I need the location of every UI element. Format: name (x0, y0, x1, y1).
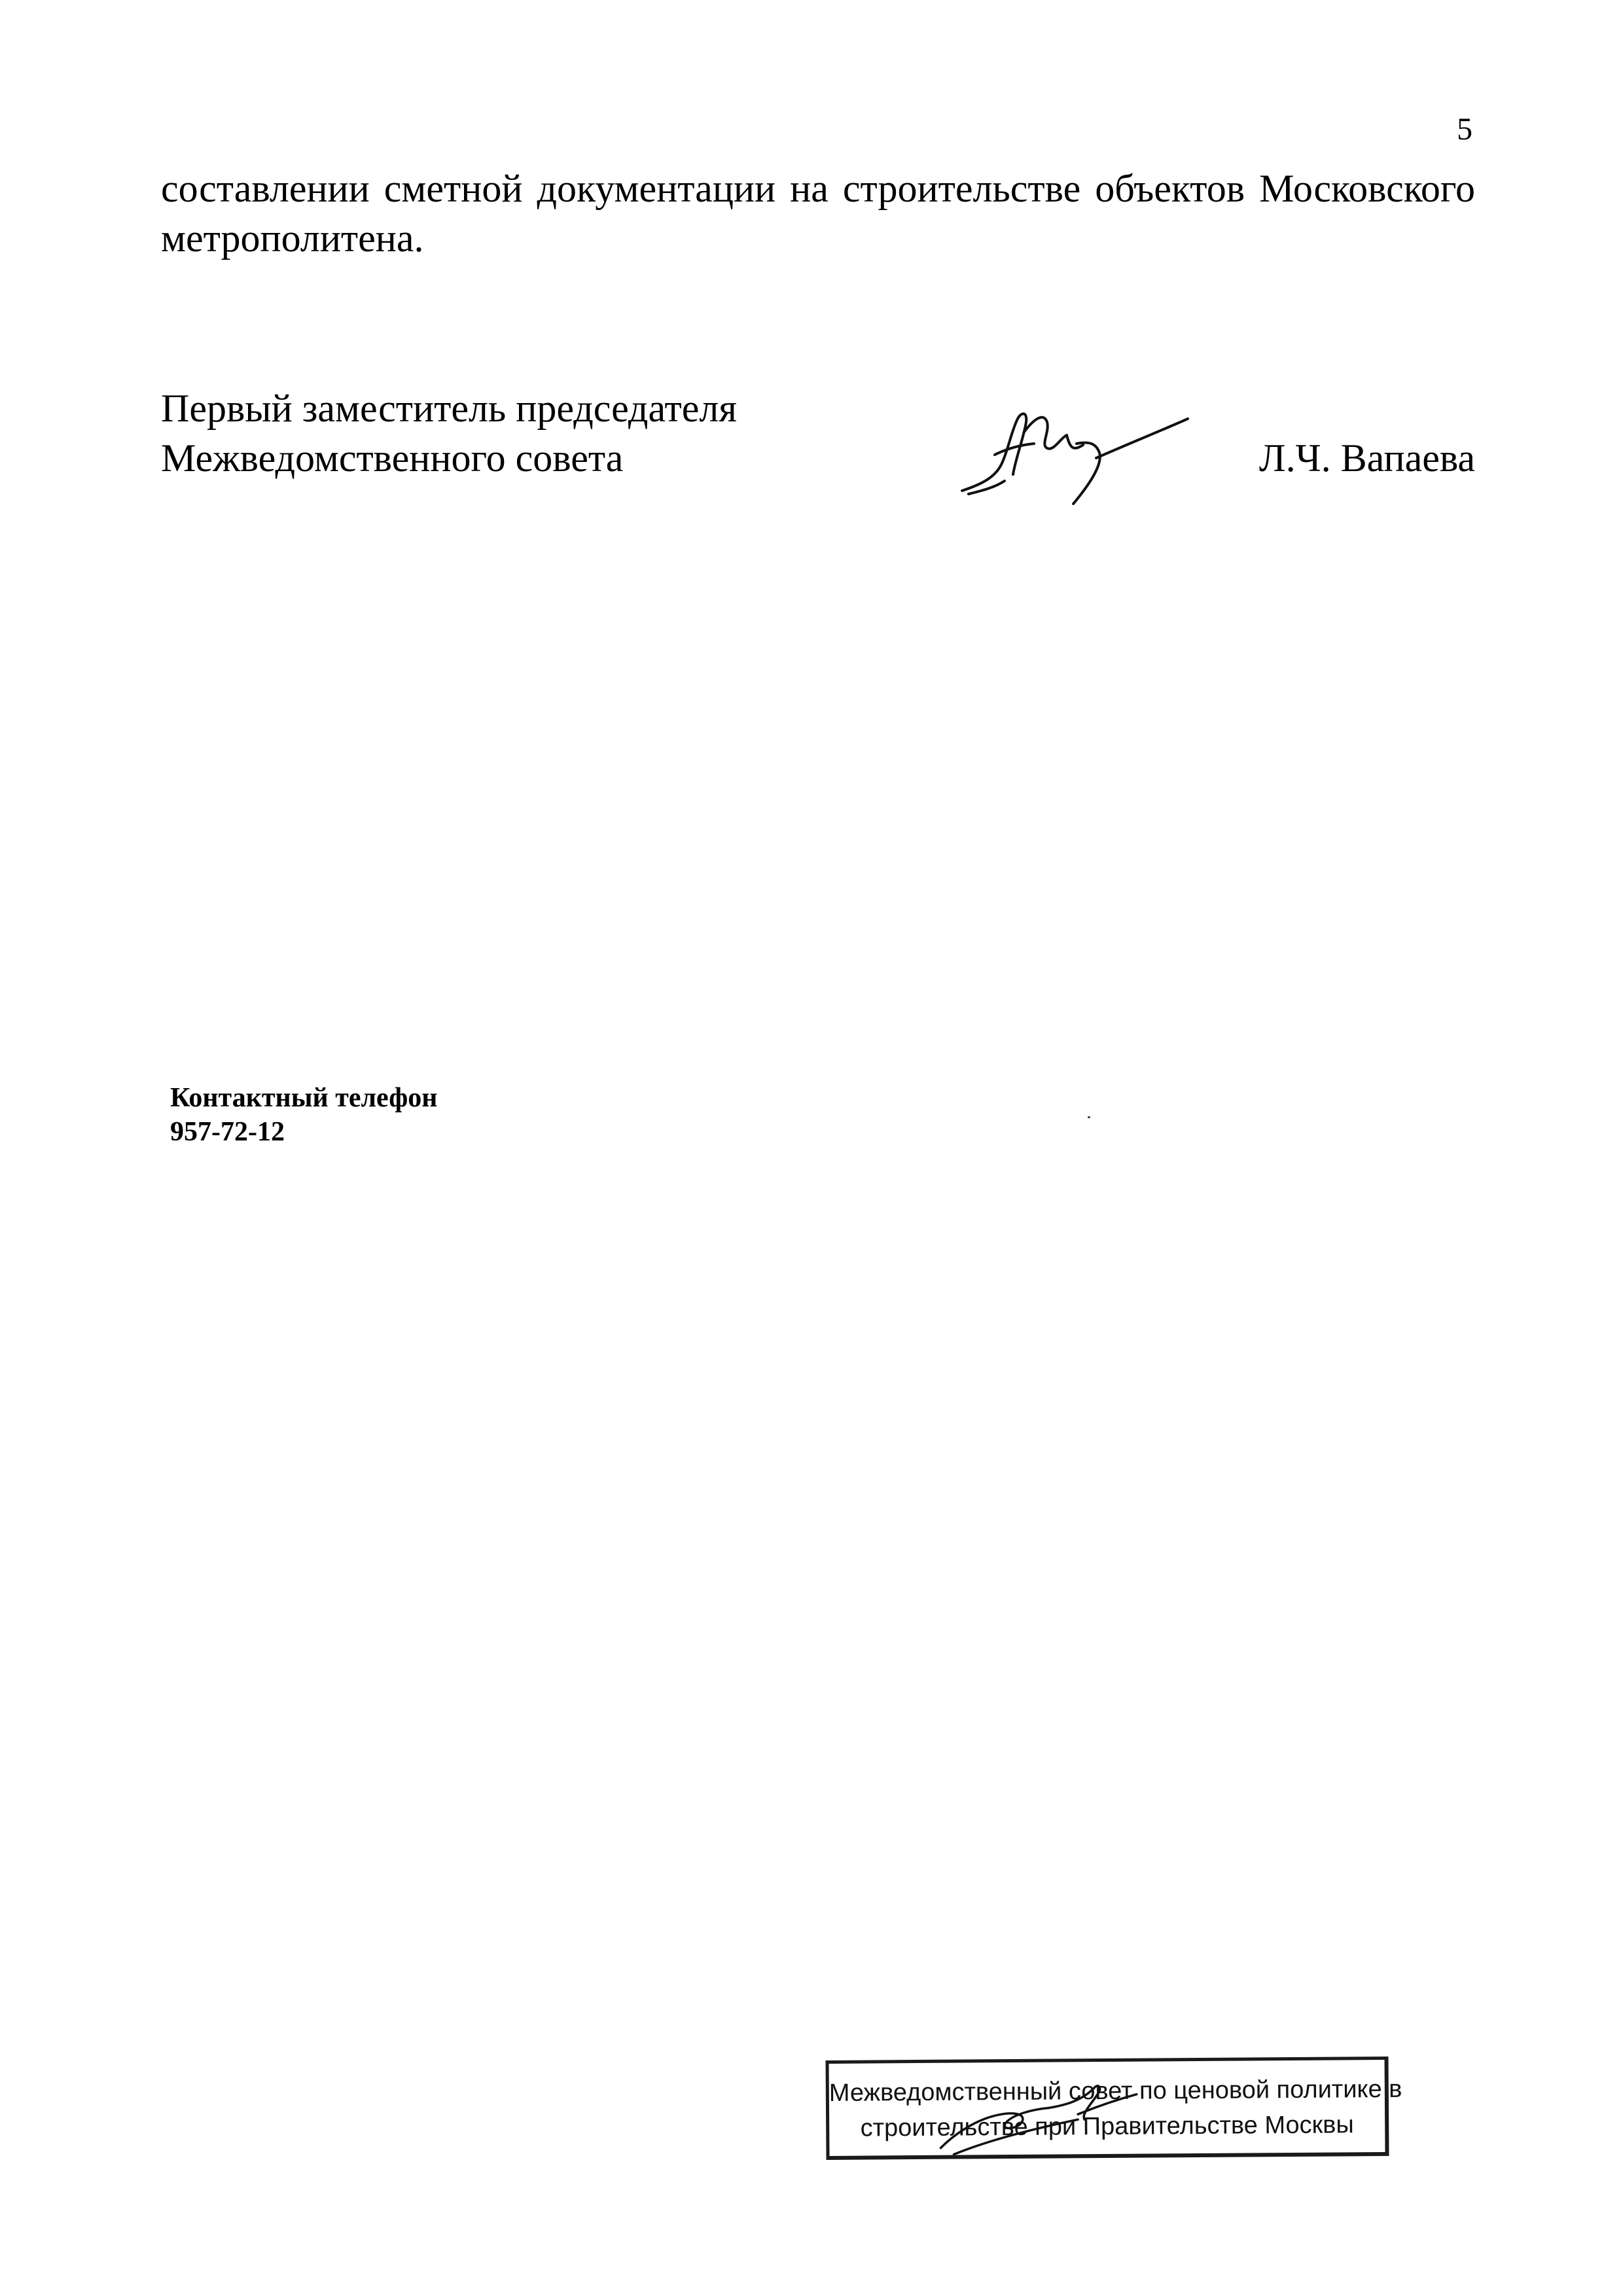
stamp-signature (927, 2068, 1144, 2161)
contact-phone: 957-72-12 (170, 1117, 285, 1147)
contact-block (170, 1081, 563, 1149)
contact-label: Контактный телефон (170, 1083, 438, 1113)
signatory-title-line-1: Первый заместитель председателя (161, 387, 737, 430)
handwritten-signature (955, 393, 1230, 510)
council-stamp (825, 2057, 1402, 2160)
scan-speck (1088, 1116, 1090, 1118)
signatory-title-line-2: Межведомственного совета (161, 436, 624, 480)
signatory-title (161, 383, 881, 483)
page-number: 5 (1457, 112, 1472, 147)
body-line-1: составлении сметной документации на строительстве объектов Московского (161, 167, 1475, 210)
body-paragraph (161, 164, 1475, 263)
stamp-line-1: Межведомственный совет по ценовой политике в (829, 2075, 1402, 2107)
signatory-name: Л.Ч. Вапаева (1258, 436, 1475, 480)
body-line-2: метрополитена. (161, 217, 424, 260)
stamp-line-2: строительстве при Правительстве Москвы (860, 2111, 1354, 2142)
